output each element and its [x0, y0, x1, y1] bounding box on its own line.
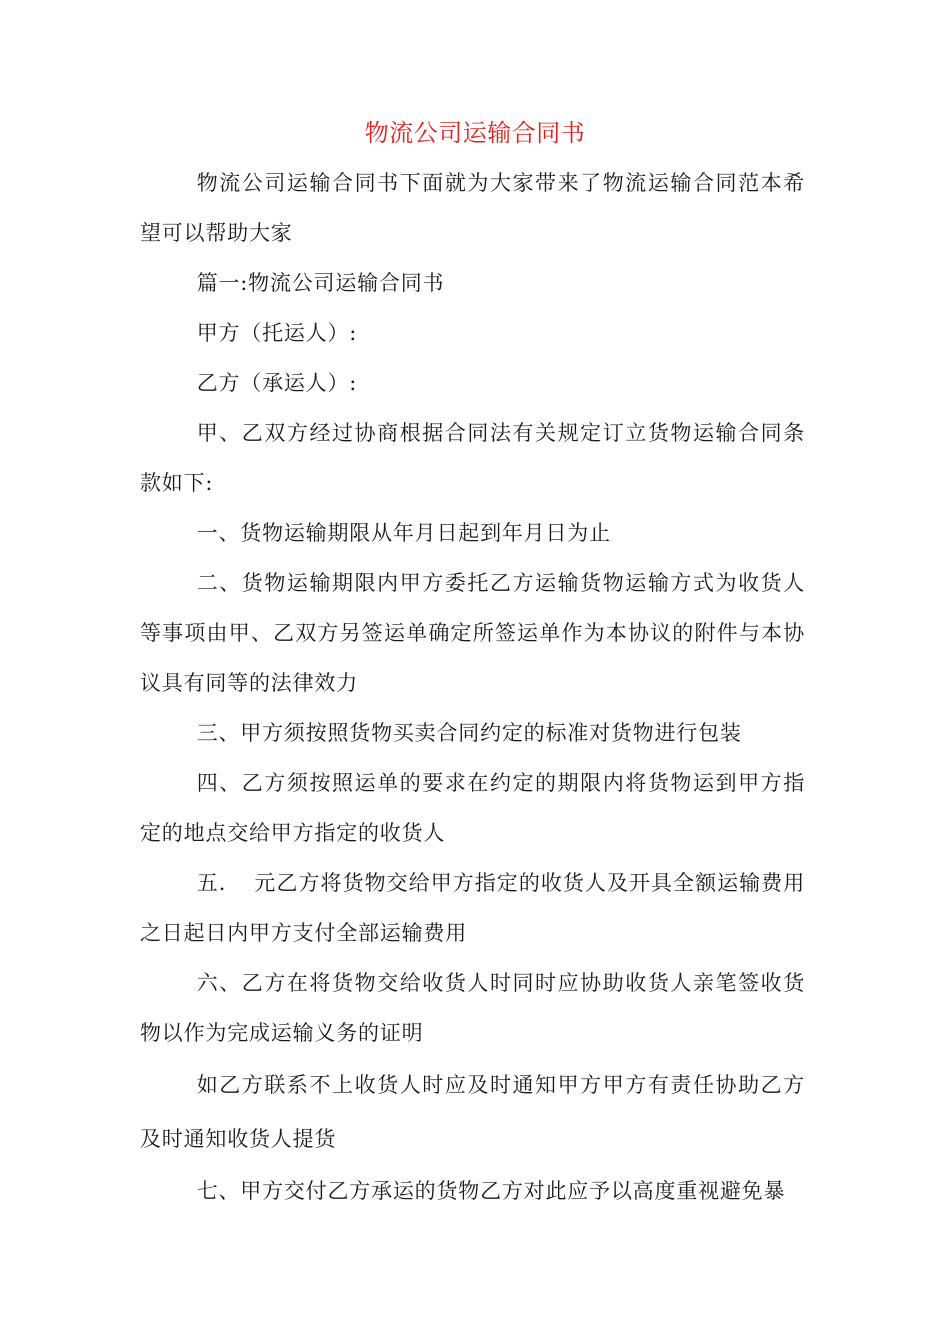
- clause-7: 七、甲方交付乙方承运的货物乙方对此应予以高度重视避免暴: [196, 1179, 786, 1203]
- intro-paragraph: 物流公司运输合同书下面就为大家带来了物流运输合同范本希望可以帮助大家: [140, 171, 805, 245]
- clause-5: [140, 858, 805, 958]
- clause-6: 六、乙方在将货物交给收货人时同时应协助收货人亲笔签收货物以作为完成运输义务的证明: [140, 971, 805, 1045]
- clause-4: 四、乙方须按照运单的要求在约定的期限内将货物运到甲方指定的地点交给甲方指定的收货人: [140, 771, 805, 845]
- party-b-line: 乙方（承运人）:: [196, 371, 358, 395]
- clause-6-note: 如乙方联系不上收货人时应及时通知甲方甲方有责任协助乙方及时通知收货人提货: [140, 1073, 805, 1151]
- clause-1: 一、货物运输期限从年月日起到年月日为止: [196, 521, 611, 545]
- clause-2: 二、货物运输期限内甲方委托乙方运输货物运输方式为收货人等事项由甲、乙双方另签运单确定所签运单作为本协议的附件与本协议具有同等的法律效力: [140, 571, 805, 695]
- clause-5-text: 元乙方将货物交给甲方指定的收货人及开具全额运输费用之日起日内甲方支付全部运输费用: [140, 871, 805, 945]
- party-a-line: 甲方（托运人）:: [196, 321, 358, 345]
- document-body: [140, 158, 805, 1216]
- agreement-preamble: 甲、乙双方经过协商根据合同法有关规定订立货物运输合同条款如下:: [140, 421, 805, 495]
- section-heading: 篇一:物流公司运输合同书: [196, 271, 445, 295]
- clause-5-label: 五.: [196, 871, 227, 895]
- clause-3: 三、甲方须按照货物买卖合同约定的标准对货物进行包装: [196, 721, 742, 745]
- document-title: 物流公司运输合同书: [364, 119, 586, 147]
